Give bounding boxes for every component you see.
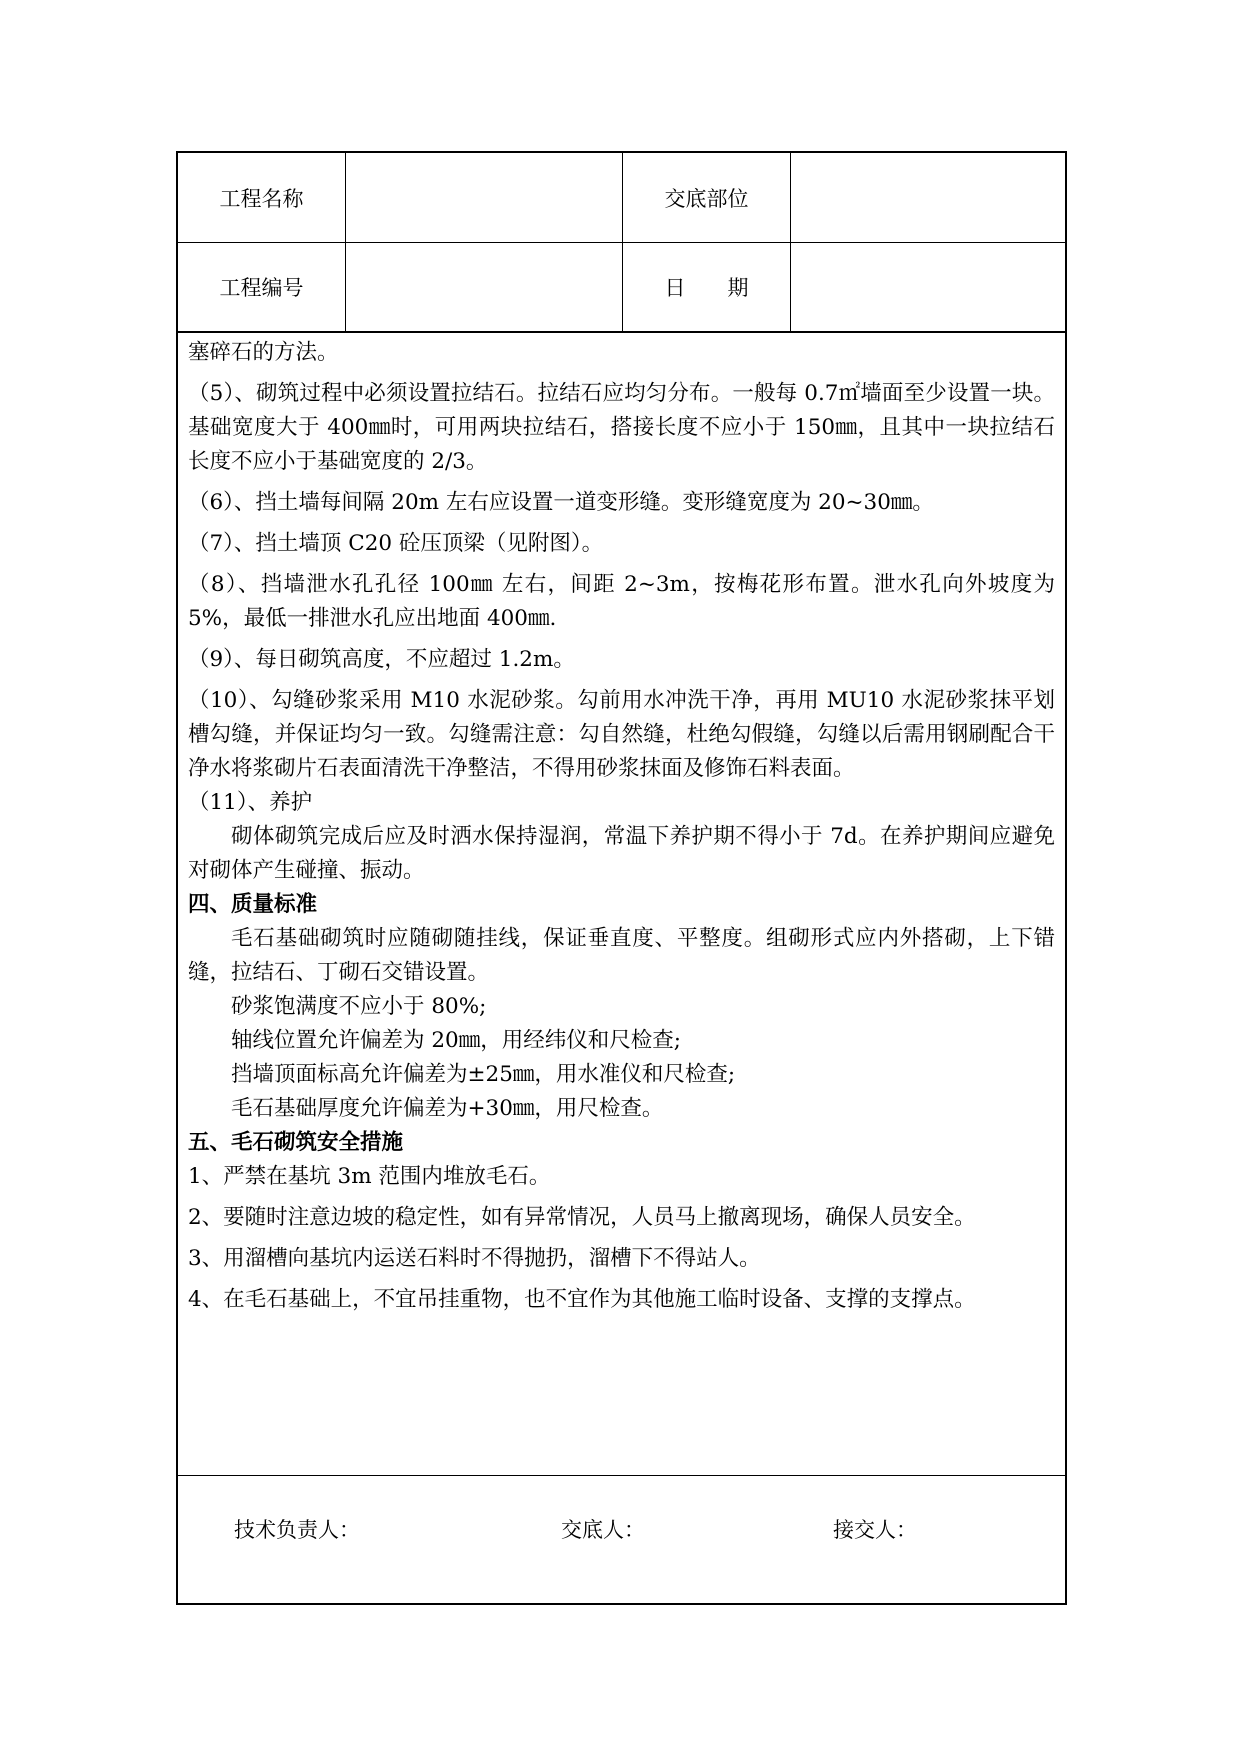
project-name-label: 工程名称 <box>178 153 346 243</box>
item-7: （7）、挡土墙顶 C20 砼压顶梁（见附图）。 <box>188 531 604 556</box>
date-label: 日 期 <box>623 243 791 333</box>
header-row-1 <box>178 153 1065 243</box>
section-4-para-4: 挡墙顶面标高允许偏差为±25㎜，用水准仪和尺检查; <box>231 1062 736 1087</box>
header-row-2 <box>178 243 1065 333</box>
item-11-body: 砌体砌筑完成后应及时洒水保持湿润，常温下养护期不得小于 7d。在养护期间应避免对砌体产生碰撞、振动。 <box>188 824 1055 883</box>
tech-lead-signature[interactable]: 技术负责人： <box>234 1518 360 1542</box>
section-4-title: 四、质量标准 <box>188 892 318 917</box>
signature-row <box>178 1475 1065 1562</box>
project-name-field[interactable] <box>346 153 623 243</box>
section-5-title: 五、毛石砌筑安全措施 <box>188 1130 404 1155</box>
section-5-item-3: 3、用溜槽向基坑内运送石料时不得抛扔，溜槽下不得站人。 <box>188 1246 761 1271</box>
section-4-para-2: 砂浆饱满度不应小于 80%; <box>231 994 487 1019</box>
item-9: （9）、每日砌筑高度，不应超过 1.2m。 <box>188 647 575 672</box>
header-table <box>178 153 1065 333</box>
section-5-item-1: 1、严禁在基坑 3m 范围内堆放毛石。 <box>188 1164 551 1189</box>
receiver-signature[interactable]: 接交人： <box>833 1518 917 1542</box>
project-number-field[interactable] <box>346 243 623 333</box>
item-8: （8）、挡墙泄水孔孔径 100㎜ 左右，间距 2~3m，按梅花形布置。泄水孔向外坡度为 5%，最低一排泄水孔应出地面 400㎜. <box>188 572 1055 631</box>
section-4-para-3: 轴线位置允许偏差为 20㎜，用经纬仪和尺检查; <box>231 1028 681 1053</box>
section-5-item-4: 4、在毛石基础上，不宜吊挂重物，也不宜作为其他施工临时设备、支撑的支撑点。 <box>188 1287 976 1312</box>
project-number-label: 工程编号 <box>178 243 346 333</box>
section-4-para-5: 毛石基础厚度允许偏差为+30㎜，用尺检查。 <box>231 1096 664 1121</box>
item-5: （5）、砌筑过程中必须设置拉结石。拉结石应均匀分布。一般每 0.7㎡墙面至少设置一块。基础宽度大于 400㎜时，可用两块拉结石，搭接长度不应小于 150㎜，且其中一块拉结石长度不应小于基础宽度的 2/3。 <box>188 381 1055 474</box>
paragraph-continued: 塞碎石的方法。 <box>188 340 339 365</box>
disclosure-content <box>188 336 1055 1434</box>
presenter-signature[interactable]: 交底人： <box>561 1518 645 1542</box>
disclosure-location-field[interactable] <box>791 153 1066 243</box>
technical-disclosure-form <box>176 151 1067 1605</box>
item-10: （10）、勾缝砂浆采用 M10 水泥砂浆。勾前用水冲洗干净，再用 MU10 水泥砂浆抹平划槽勾缝，并保证均匀一致。勾缝需注意：勾自然缝，杜绝勾假缝，勾缝以后需用钢刷配合干净水将浆砌片石表面清洗干净整洁，不得用砂浆抹面及修饰石料表面。 <box>188 688 1055 781</box>
item-11-title: （11）、养护 <box>188 790 313 815</box>
disclosure-location-label: 交底部位 <box>623 153 791 243</box>
section-5-item-2: 2、要随时注意边坡的稳定性，如有异常情况，人员马上撤离现场，确保人员安全。 <box>188 1205 976 1230</box>
date-field[interactable] <box>791 243 1066 333</box>
item-6: （6）、挡土墙每间隔 20m 左右应设置一道变形缝。变形缝宽度为 20~30㎜。 <box>188 490 934 515</box>
section-4-para-1: 毛石基础砌筑时应随砌随挂线，保证垂直度、平整度。组砌形式应内外搭砌，上下错缝，拉结石、丁砌石交错设置。 <box>188 926 1055 985</box>
